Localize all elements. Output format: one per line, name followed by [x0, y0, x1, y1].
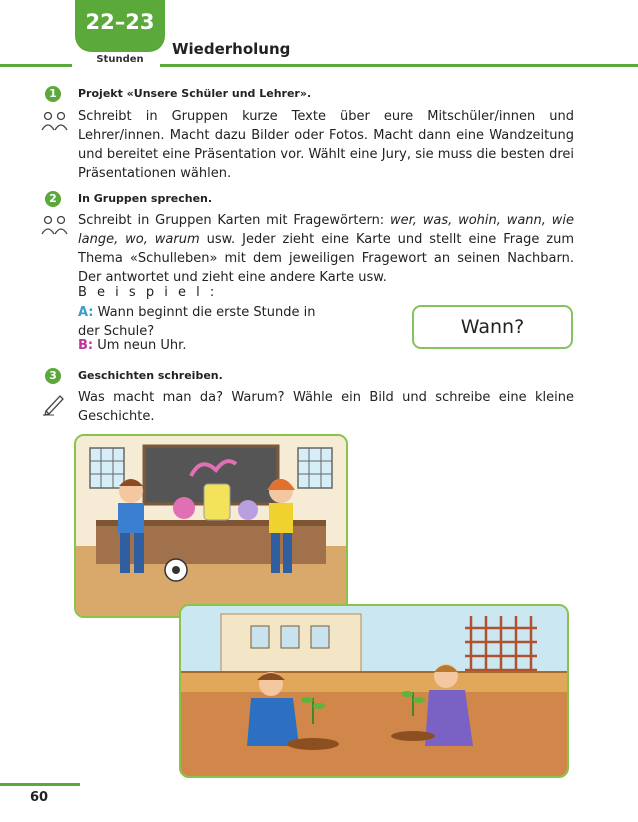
header-rule-left: [0, 64, 72, 67]
question-card: Wann?: [412, 305, 573, 349]
exercise-2-title: In Gruppen sprechen.: [78, 192, 213, 205]
pencil-icon: [42, 392, 68, 416]
exercise-1-number: 1: [45, 86, 61, 102]
line-b-text: Um neun Uhr.: [97, 338, 187, 353]
lesson-number: 22–23: [85, 10, 155, 34]
question-words: wer, was, wohin, wann, wie lange, wo, warum: [78, 213, 574, 247]
classroom-football-picture: [74, 434, 348, 618]
dialog-line-b: [78, 336, 328, 355]
exercise-2-number: 2: [45, 191, 61, 207]
exercise-1-title: Projekt «Unsere Schüler und Lehrer».: [78, 87, 312, 100]
example-label: B e i s p i e l :: [78, 285, 218, 300]
lesson-unit: Stunden: [96, 54, 144, 65]
exercise-2-text-before: Schreibt in Gruppen Karten mit Fragewörtern:: [78, 213, 391, 228]
group-work-icon: [40, 110, 70, 134]
line-a-text: Wann beginnt die erste Stunde in der Schule?: [78, 305, 316, 339]
group-work-icon: [40, 214, 70, 238]
exercise-3-text: Was macht man da? Warum? Wähle ein Bild und schreibe eine kleine Geschichte.: [78, 390, 574, 424]
planting-picture: [179, 604, 569, 778]
page-number: 60: [30, 790, 49, 805]
page-title: Wiederholung: [172, 40, 291, 58]
exercise-2-text-after: usw. Jeder zieht eine Karte und stellt eine Frage zum Thema «Schulleben» mit dem jeweiligen Fragewort an seinen Nachbarn. Der antwortet und zieht eine andere Karte usw.: [78, 232, 574, 285]
exercise-3-number: 3: [45, 368, 61, 384]
exercise-1-text: Schreibt in Gruppen kurze Texte über eure Mitschüler/innen und Lehrer/innen. Macht dazu Bilder oder Fotos. Macht dann eine Wandzeitung und bereitet eine Präsentation vor. Wählt eine Jury, sie muss die besten drei Präsentationen wählen.: [78, 109, 574, 181]
footer-rule: [0, 783, 80, 786]
header-rule-right: [160, 64, 638, 67]
speaker-a: A:: [78, 305, 94, 320]
exercise-2-text: [78, 211, 574, 287]
exercise-3-title: Geschichten schreiben.: [78, 369, 223, 382]
speaker-b: B:: [78, 338, 94, 353]
